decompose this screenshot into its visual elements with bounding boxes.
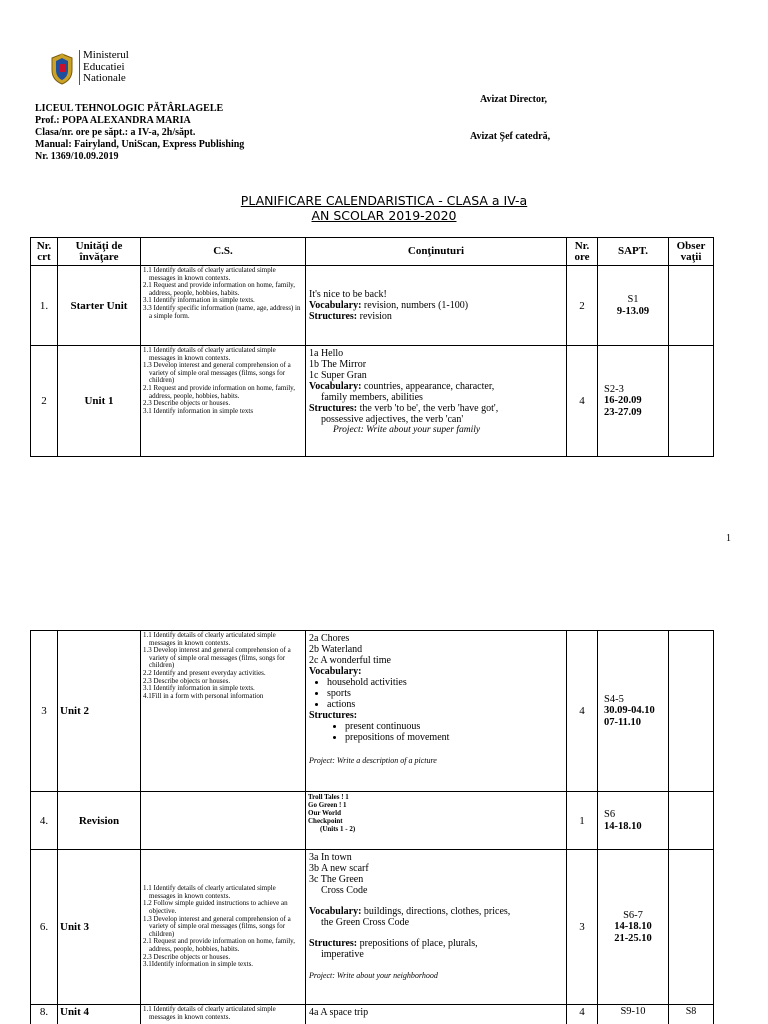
- row-weeks: S9-10: [598, 1005, 669, 1024]
- avizat-sef-catedra: Avizat Şef catedră,: [470, 131, 551, 142]
- col-header-nr: Nr. crt: [31, 238, 58, 266]
- row-cs: [141, 792, 306, 850]
- row-weeks: S2-3 16-20.09 23-27.09: [598, 346, 669, 457]
- row-nr: 6.: [31, 850, 58, 1005]
- row-hours: 3: [567, 850, 598, 1005]
- table-row: [31, 346, 714, 457]
- row-nr: 8.: [31, 1005, 58, 1024]
- row-content: Troll Tales ! 1 Go Green ! 1 Our World Checkpoint (Units 1 - 2): [306, 792, 567, 850]
- row-obs: [669, 631, 714, 792]
- row-obs: [669, 850, 714, 1005]
- table-row: [31, 1005, 714, 1024]
- row-unit: Unit 1: [58, 346, 141, 457]
- table-row: [31, 792, 714, 850]
- row-unit: Starter Unit: [58, 266, 141, 346]
- class-hours: Clasa/nr. ore pe săpt.: a IV-a, 2h/săpt.: [35, 127, 196, 138]
- row-obs: S8: [669, 1005, 714, 1024]
- table-row: [31, 631, 714, 792]
- row-content: 2a Chores 2b Waterland 2c A wonderful time Vocabulary: • household activities • sports • actions Structures: • present continuous • prepositions of movement Project: Write a description of a picture: [306, 631, 567, 792]
- row-content: 1a Hello 1b The Mirror 1c Super Gran Vocabulary: countries, appearance, character, family members, abilities Structures: the verb 'to be', the verb 'have got', possessive adjectives, the verb 'can' Project: Write about your super family: [306, 346, 567, 457]
- row-nr: 1.: [31, 266, 58, 346]
- col-header-obs: Obser vaţii: [669, 238, 714, 266]
- col-header-cs: C.S.: [141, 238, 306, 266]
- row-unit: Unit 3: [58, 850, 141, 1005]
- row-obs: [669, 792, 714, 850]
- page-number: 1: [726, 533, 731, 544]
- table-row: [31, 266, 714, 346]
- row-cs: 1.1 Identify details of clearly articulated simple messages in known contexts. 1.2 Follow simple guided instructions to achieve an objective. 1.3 Develop interest and general comprehension of a variety of simple oral messages (films, songs for children) 2.1 Request and provide information on home, family, address, people, hobbies, habits. 2.3 Describe objects or houses. 3.1Identify information in simple texts.: [141, 850, 306, 1005]
- row-cs: 1.1 Identify details of clearly articulated simple messages in known contexts.: [141, 1005, 306, 1024]
- avizat-director: Avizat Director,: [480, 94, 548, 105]
- planning-table-page-1: [30, 237, 714, 457]
- page-title: [0, 193, 768, 223]
- manual-info: Manual: Fairyland, UniScan, Express Publishing: [35, 139, 245, 150]
- row-content: It's nice to be back! Vocabulary: revision, numbers (1-100) Structures: revision: [306, 266, 567, 346]
- page-gap: [0, 600, 768, 620]
- row-obs: [669, 266, 714, 346]
- row-nr: 2: [31, 346, 58, 457]
- header-info: [35, 103, 335, 163]
- logo-line-1: Ministerul: [83, 49, 129, 61]
- row-hours: 2: [567, 266, 598, 346]
- row-content: 4a A space trip: [306, 1005, 567, 1024]
- row-hours: 1: [567, 792, 598, 850]
- row-cs: 1.1 Identify details of clearly articulated simple messages in known contexts. 1.3 Develop interest and general comprehension of a variety of simple oral messages (films, songs for children) 2.2 Identify and present everyday activities. 2.3 Describe objects or houses. 3.1 Identify information in simple texts. 4.1Fill in a form with personal information: [141, 631, 306, 792]
- title-line-1: PLANIFICARE CALENDARISTICA - CLASA a IV-a: [240, 193, 528, 208]
- row-cs: 1.1 Identify details of clearly articulated simple messages in known contexts. 1.3 Develop interest and general comprehension of a variety of simple oral messages (films, songs for children) 2.1 Request and provide information on home, family, address, people, hobbies, habits. 2.3 Describe objects or houses. 3.1 Identify information in simple texts: [141, 346, 306, 457]
- row-weeks: S6-7 14-18.10 21-25.10: [598, 850, 669, 1005]
- row-unit: Unit 2: [58, 631, 141, 792]
- registration-number: Nr. 1369/10.09.2019: [35, 151, 119, 162]
- ministry-logo: [48, 50, 158, 92]
- row-weeks: S1 9-13.09: [598, 266, 669, 346]
- row-content: 3a In town 3b A new scarf 3c The Green Cross Code Vocabulary: buildings, directions, clothes, prices, the Green Cross Code Structures: prepositions of place, plurals, imperative Project: Write about your neighborhood: [306, 850, 567, 1005]
- row-nr: 4.: [31, 792, 58, 850]
- table-header-row: [31, 238, 714, 266]
- col-header-hours: Nr. ore: [567, 238, 598, 266]
- table-row: [31, 850, 714, 1005]
- logo-line-2: Educatiei: [83, 60, 125, 73]
- col-header-content: Conţinuturi: [306, 238, 567, 266]
- row-hours: 4: [567, 631, 598, 792]
- row-cs: 1.1 Identify details of clearly articulated simple messages in known contexts. 2.1 Request and provide information on home, family, address, people, hobbies, habits. 3.1 Identify information in simple texts. 3.3 Identify specific information (name, age, address) in a simple form.: [141, 266, 306, 346]
- teacher-name: Prof.: POPA ALEXANDRA MARIA: [35, 115, 191, 126]
- row-weeks: S6 14-18.10: [598, 792, 669, 850]
- row-hours: 4: [567, 346, 598, 457]
- logo-line-3: Nationale: [83, 72, 126, 84]
- coat-of-arms-icon: [48, 52, 76, 86]
- col-header-weeks: SAPT.: [598, 238, 669, 266]
- row-unit: Revision: [58, 792, 141, 850]
- title-line-2: AN SCOLAR 2019-2020: [311, 208, 457, 223]
- row-unit: Unit 4: [58, 1005, 141, 1024]
- school-name: LICEUL TEHNOLOGIC PĂTÂRLAGELE: [35, 103, 224, 114]
- document-page-2: [0, 620, 768, 1024]
- row-hours: 4: [567, 1005, 598, 1024]
- col-header-unit: Unităţi de învăţare: [58, 238, 141, 266]
- row-obs: [669, 346, 714, 457]
- row-nr: 3: [31, 631, 58, 792]
- row-weeks: S4-5 30.09-04.10 07-11.10: [598, 631, 669, 792]
- planning-table-page-2: [30, 630, 714, 1024]
